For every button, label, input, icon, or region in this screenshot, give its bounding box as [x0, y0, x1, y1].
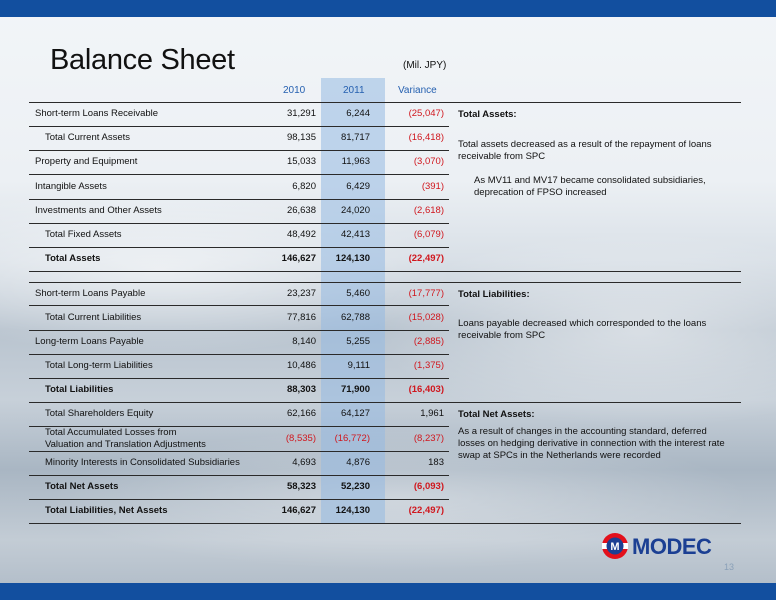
row-label: Intangible Assets — [35, 181, 107, 192]
assets-comment-text: Total assets decreased as a result of the repayment of loans receivable from SPC — [458, 139, 712, 162]
value-2010: 88,303 — [286, 384, 316, 395]
value-2010: 98,135 — [286, 132, 316, 143]
value-2011: 5,460 — [346, 288, 370, 299]
liabilities-comment-text: Loans payable decreased which corresponded to the loans receivable from SPC — [458, 318, 707, 341]
value-2011: (16,772) — [334, 433, 370, 444]
value-2011: 42,413 — [340, 229, 370, 240]
divider — [29, 378, 449, 379]
value-2010: 62,166 — [286, 408, 316, 419]
value-variance: (16,403) — [408, 384, 444, 395]
value-2011: 6,244 — [346, 108, 370, 119]
row-label: Total Shareholders Equity — [45, 408, 154, 419]
value-2011: 9,111 — [347, 360, 370, 371]
divider — [29, 451, 449, 452]
top-bar — [0, 0, 776, 17]
value-2011: 52,230 — [340, 481, 370, 492]
value-variance: (6,079) — [413, 229, 444, 240]
value-2011: 81,717 — [340, 132, 370, 143]
value-variance: (1,375) — [413, 360, 444, 371]
modec-logo — [600, 531, 740, 561]
net-assets-comment-text: As a result of changes in the accounting standard, deferred losses on hedging derivative in connection with the interest rate swap at SPCs in the Netherlands were recorded — [458, 426, 725, 461]
value-2011: 11,963 — [341, 156, 370, 167]
value-variance: (22,497) — [408, 505, 444, 516]
header-2010: 2010 — [283, 85, 306, 96]
unit-label: (Mil. JPY) — [403, 60, 447, 71]
value-variance: (15,028) — [408, 312, 444, 323]
divider — [29, 523, 741, 524]
net-assets-comment-title: Total Net Assets: — [458, 409, 535, 420]
row-label: Short-term Loans Receivable — [35, 108, 159, 119]
row-label: Minority Interests in Consolidated Subsidiaries — [45, 457, 240, 468]
value-2011: 4,876 — [346, 457, 370, 468]
row-label-line1: Total Accumulated Losses from — [45, 427, 177, 438]
value-2010: 48,492 — [286, 229, 316, 240]
value-2010: 146,627 — [281, 505, 316, 516]
value-2010: 77,816 — [286, 312, 316, 323]
value-variance: 1,961 — [420, 408, 444, 419]
divider — [29, 271, 741, 272]
page-number: 13 — [724, 562, 735, 572]
row-label: Total Assets — [45, 253, 101, 264]
value-variance: (16,418) — [408, 132, 444, 143]
value-2010: (8,535) — [285, 433, 316, 444]
page-title: Balance Sheet — [50, 44, 235, 76]
value-2010: 6,820 — [292, 181, 316, 192]
value-variance: (2,885) — [413, 336, 444, 347]
svg-text:M: M — [610, 541, 620, 553]
row-label-line2: Valuation and Translation Adjustments — [45, 439, 206, 450]
value-2010: 23,237 — [286, 288, 316, 299]
value-variance: (3,070) — [413, 156, 444, 167]
divider — [29, 330, 449, 331]
value-2010: 26,638 — [286, 205, 316, 216]
value-2010: 8,140 — [292, 336, 316, 347]
row-label: Total Liabilities, Net Assets — [45, 505, 168, 516]
value-2010: 146,627 — [281, 253, 316, 264]
row-label: Short-term Loans Payable — [35, 288, 146, 299]
divider — [29, 282, 741, 283]
liabilities-comment-title: Total Liabilities: — [458, 289, 530, 300]
value-variance: (25,047) — [408, 108, 444, 119]
row-label: Total Long-term Liabilities — [45, 360, 153, 371]
value-2011: 64,127 — [340, 408, 370, 419]
modec-logo-mark — [600, 531, 740, 561]
bottom-bar — [0, 583, 776, 600]
value-variance: 183 — [428, 457, 444, 468]
row-label: Total Net Assets — [45, 481, 119, 492]
value-2010: 31,291 — [286, 108, 316, 119]
divider — [29, 247, 449, 248]
divider — [29, 174, 449, 175]
divider — [29, 475, 449, 476]
divider — [29, 499, 449, 500]
divider — [29, 305, 449, 306]
divider — [29, 402, 741, 403]
value-2010: 4,693 — [292, 457, 316, 468]
row-label: Total Fixed Assets — [45, 229, 122, 240]
divider — [29, 199, 449, 200]
value-variance: (22,497) — [408, 253, 444, 264]
divider — [29, 102, 741, 103]
value-2010: 58,323 — [286, 481, 316, 492]
row-label: Investments and Other Assets — [35, 205, 162, 216]
row-label: Property and Equipment — [35, 156, 138, 167]
value-variance: (6,093) — [413, 481, 444, 492]
header-2011: 2011 — [343, 85, 365, 96]
row-label: Long-term Loans Payable — [35, 336, 144, 347]
value-2011: 62,788 — [340, 312, 370, 323]
value-variance: (391) — [421, 181, 444, 192]
assets-comment-title: Total Assets: — [458, 109, 517, 120]
value-variance: (17,777) — [408, 288, 444, 299]
value-2011: 124,130 — [335, 505, 370, 516]
value-2011: 5,255 — [346, 336, 370, 347]
header-variance: Variance — [398, 85, 437, 96]
value-2011: 6,429 — [346, 181, 370, 192]
value-2011: 124,130 — [335, 253, 370, 264]
value-variance: (2,618) — [413, 205, 444, 216]
value-2010: 10,486 — [286, 360, 316, 371]
divider — [29, 150, 449, 151]
value-2011: 24,020 — [340, 205, 370, 216]
assets-comment-note: As MV11 and MV17 became consolidated subsidiaries, deprecation of FPSO increased — [474, 175, 706, 198]
divider — [29, 223, 449, 224]
divider — [29, 126, 449, 127]
row-label: Total Current Assets — [45, 132, 131, 143]
row-label: Total Current Liabilities — [45, 312, 142, 323]
row-label: Total Liabilities — [45, 384, 114, 395]
value-2010: 15,033 — [286, 156, 316, 167]
divider — [29, 354, 449, 355]
value-variance: (8,237) — [413, 433, 444, 444]
value-2011: 71,900 — [340, 384, 370, 395]
logo-text: MODEC — [632, 534, 712, 559]
